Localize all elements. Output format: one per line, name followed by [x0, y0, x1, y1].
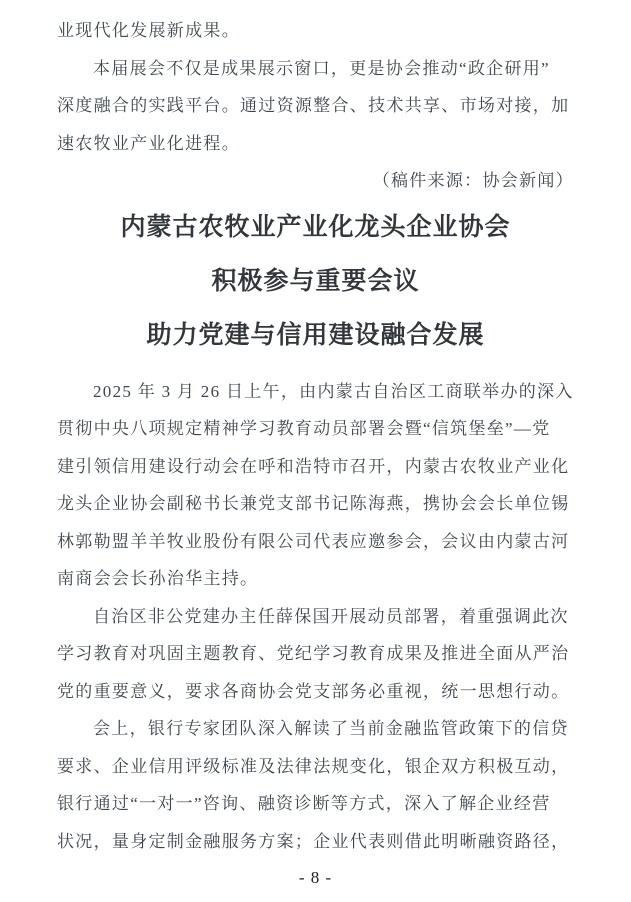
- mobilization-paragraph: [57, 598, 574, 711]
- article-title-line: 积极参与重要会议: [211, 266, 420, 295]
- meeting-paragraph: [57, 373, 574, 598]
- paragraph-line: 会上，银行专家团队深入解读了当前金融监管政策下的信贷: [93, 719, 569, 738]
- paragraph-line: 学习教育对巩固主题教育、党纪学习教育成果及推进全面从严治: [57, 644, 570, 663]
- paragraph-line: 本届展会不仅是成果展示窗口，更是协会推动“政企研用”: [93, 58, 550, 78]
- paragraph-line: 林郭勒盟羊羊牧业股份有限公司代表应邀参会，会议由内蒙古河: [57, 531, 570, 551]
- paragraph-line: 银行通过“一对一”咨询、融资诊断等方式，深入了解企业经营: [57, 794, 551, 813]
- paragraph-line: 南商会会长孙治华主持。: [57, 569, 259, 588]
- intro-tail-paragraph: [57, 12, 574, 50]
- article-title: [57, 200, 574, 362]
- paragraph-line: 业现代化发展新成果。: [57, 21, 240, 40]
- article-title-line: 助力党建与信用建设融合发展: [146, 320, 485, 349]
- expo-paragraph: [57, 50, 574, 163]
- paragraph-line: 要求、企业信用评级标准及法律法规变化，银企双方积极互动，: [57, 756, 570, 776]
- source-note: （稿件来源：协会新闻）: [372, 171, 574, 190]
- article-title-line: 内蒙古农牧业产业化龙头企业协会: [120, 212, 511, 241]
- bank-paragraph: [57, 710, 574, 860]
- paragraph-line: 建引领信用建设行动会在呼和浩特市召开，内蒙古农牧业产业化: [57, 456, 570, 476]
- paragraph-line: 自治区非公党建办主任薛保国开展动员部署，着重强调此次: [93, 606, 569, 626]
- paragraph-line: 深度融合的实践平台。通过资源整合、技术共享、市场对接，加: [57, 96, 570, 115]
- paragraph-line: 状况，量身定制金融服务方案；企业代表则借此明晰融资路径，: [57, 831, 570, 851]
- paragraph-line: 贯彻中央八项规定精神学习教育动员部署会暨“信筑堡垒”—党: [57, 419, 551, 438]
- paragraph-line: 2025 年 3 月 26 日上午，由内蒙古自治区工商联举办的深入: [93, 381, 574, 401]
- paragraph-line: 党的重要意义，要求各商协会党支部务必重视，统一思想行动。: [57, 681, 570, 701]
- paragraph-line: 速农牧业产业化进程。: [57, 133, 240, 153]
- page-number: - 8 -: [298, 868, 333, 887]
- paragraph-line: 龙头企业协会副秘书长兼党支部书记陈海燕，携协会会长单位锡: [57, 494, 570, 513]
